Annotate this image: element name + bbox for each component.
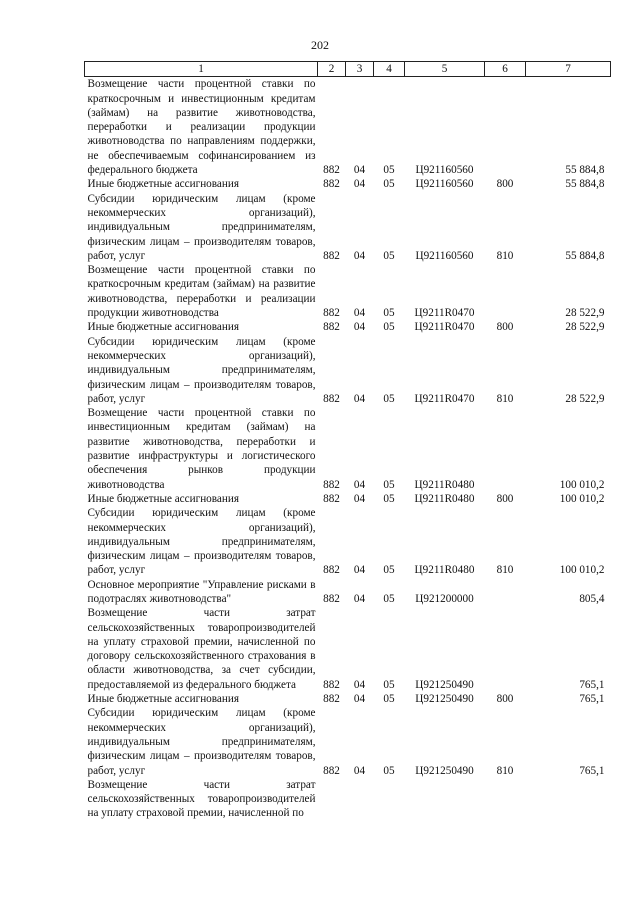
- subsection-code: 05: [383, 392, 395, 405]
- ministry-code: 882: [323, 249, 340, 262]
- column-number-row: [85, 62, 611, 77]
- target-article-code: Ц921250490: [415, 764, 474, 777]
- section-code: 04: [353, 392, 366, 405]
- column-number-header: 3: [346, 62, 374, 77]
- expense-type-code: 800: [496, 492, 514, 505]
- amount: 55 884,8: [565, 178, 605, 191]
- budget-table: [84, 61, 611, 821]
- ministry-code: 882: [323, 492, 340, 505]
- ministry-code: 882: [323, 678, 340, 691]
- ministry-code: 882: [323, 478, 340, 491]
- target-article-code: Ц9211R0480: [414, 492, 475, 505]
- expense-type-code: 800: [496, 693, 514, 706]
- target-article-code: Ц9211R0480: [414, 564, 475, 577]
- ministry-code: 882: [323, 321, 340, 334]
- target-article-code: Ц9211R0470: [414, 307, 475, 320]
- table-row: [85, 706, 611, 777]
- subsection-code: 05: [383, 492, 395, 505]
- amount: 55 884,8: [565, 249, 605, 262]
- section-code: 04: [353, 678, 366, 691]
- expense-type-code: [485, 263, 526, 320]
- expense-type-code: [485, 606, 526, 692]
- row-name: Иные бюджетные ассигнования: [87, 693, 239, 706]
- table-row: [85, 406, 611, 492]
- target-article-code: [405, 778, 485, 821]
- table-row: [85, 335, 611, 406]
- target-article-code: Ц921250490: [415, 693, 474, 706]
- table-row: [85, 320, 611, 334]
- row-name: Возмещение части затрат сельскохозяйственных товаропроизводителей на уплату страховой премии, начисленной по договору сельскохозяйственного страхования в области животноводства, за счет субсидии, предоставляемой из федерального бюджета: [87, 607, 316, 691]
- amount: 765,1: [579, 678, 605, 691]
- expense-type-code: 810: [496, 392, 514, 405]
- section-code: 04: [353, 564, 366, 577]
- column-number-header: 2: [318, 62, 346, 77]
- table-row: [85, 778, 611, 821]
- target-article-code: Ц921200000: [415, 592, 474, 605]
- subsection-code: 05: [383, 178, 395, 191]
- target-article-code: Ц9211R0480: [414, 478, 475, 491]
- section-code: 04: [353, 592, 366, 605]
- column-number-header: 4: [374, 62, 405, 77]
- amount: 28 522,9: [565, 392, 605, 405]
- amount: 765,1: [579, 764, 605, 777]
- amount: 55 884,8: [565, 164, 605, 177]
- column-number-header: 7: [526, 62, 611, 77]
- subsection-code: 05: [383, 592, 395, 605]
- row-name: Возмещение части процентной ставки по инвестиционным кредитам (займам) на развитие животноводства, переработки и развитие инфраструктуры и логистического обеспечения рынков продукции животноводства: [87, 407, 316, 491]
- amount: 100 010,2: [559, 564, 605, 577]
- table-row: [85, 492, 611, 506]
- target-article-code: Ц9211R0470: [414, 392, 475, 405]
- target-article-code: Ц921160560: [415, 178, 474, 191]
- subsection-code: 05: [383, 478, 395, 491]
- section-code: 04: [353, 478, 366, 491]
- table-row: [85, 177, 611, 191]
- section-code: 04: [353, 321, 366, 334]
- ministry-code: [318, 778, 346, 821]
- column-number-header: 6: [485, 62, 526, 77]
- row-name: Иные бюджетные ассигнования: [87, 321, 239, 334]
- amount: 765,1: [579, 693, 605, 706]
- row-name: Субсидии юридическим лицам (кроме некоммерческих организаций), индивидуальным предпринимателям, физическим лицам – производителям товаров, работ, услуг: [87, 507, 316, 577]
- amount: 100 010,2: [559, 492, 605, 505]
- section-code: 04: [353, 764, 366, 777]
- amount: [526, 778, 611, 821]
- amount: 28 522,9: [565, 307, 605, 320]
- subsection-code: 05: [383, 307, 395, 320]
- ministry-code: 882: [323, 392, 340, 405]
- subsection-code: 05: [383, 764, 395, 777]
- ministry-code: 882: [323, 178, 340, 191]
- row-name: Возмещение части процентной ставки по краткосрочным и инвестиционным кредитам (займам) на развитие животноводства, переработки и реализации продукции животноводства по направлениям поддержки, не обеспечиваемым софинансированием из федерального бюджета: [87, 78, 316, 177]
- section-code: 04: [353, 249, 366, 262]
- ministry-code: 882: [323, 307, 340, 320]
- table-row: [85, 263, 611, 320]
- section-code: 04: [353, 164, 366, 177]
- subsection-code: [374, 778, 405, 821]
- expense-type-code: 800: [496, 178, 514, 191]
- row-name: Возмещение части затрат сельскохозяйственных товаропроизводителей на уплату страховой премии, начисленной по: [87, 778, 316, 820]
- amount: 100 010,2: [559, 478, 605, 491]
- table-row: [85, 192, 611, 263]
- section-code: 04: [353, 178, 366, 191]
- row-name: Основное мероприятие "Управление рисками в подотраслях животноводства": [87, 578, 316, 605]
- expense-type-code: 800: [496, 321, 514, 334]
- expense-type-code: [485, 578, 526, 607]
- ministry-code: 882: [323, 564, 340, 577]
- amount: 28 522,9: [565, 321, 605, 334]
- subsection-code: 05: [383, 693, 395, 706]
- ministry-code: 882: [323, 592, 340, 605]
- row-name: Возмещение части процентной ставки по краткосрочным кредитам (займам) на развитие животноводства, переработки и реализации продукции животноводства: [87, 264, 316, 320]
- page-number: 202: [311, 38, 329, 52]
- column-number-header: 5: [405, 62, 485, 77]
- subsection-code: 05: [383, 249, 395, 262]
- expense-type-code: 810: [496, 249, 514, 262]
- section-code: 04: [353, 492, 366, 505]
- section-code: 04: [353, 307, 366, 320]
- ministry-code: 882: [323, 164, 340, 177]
- expense-type-code: [485, 77, 526, 178]
- column-number-header: 1: [85, 62, 318, 77]
- ministry-code: 882: [323, 693, 340, 706]
- target-article-code: Ц9211R0470: [414, 321, 475, 334]
- amount: 805,4: [579, 592, 605, 605]
- row-name: Иные бюджетные ассигнования: [87, 178, 239, 191]
- table-row: [85, 506, 611, 577]
- table-row: [85, 606, 611, 692]
- table-row: [85, 77, 611, 178]
- row-name: Иные бюджетные ассигнования: [87, 492, 239, 505]
- table-row: [85, 578, 611, 607]
- target-article-code: Ц921250490: [415, 678, 474, 691]
- section-code: 04: [353, 693, 366, 706]
- expense-type-code: [485, 406, 526, 492]
- table-row: [85, 692, 611, 706]
- expense-type-code: [485, 778, 526, 821]
- subsection-code: 05: [383, 164, 395, 177]
- expense-type-code: 810: [496, 764, 514, 777]
- section-code: [346, 778, 374, 821]
- subsection-code: 05: [383, 678, 395, 691]
- row-name: Субсидии юридическим лицам (кроме некоммерческих организаций), индивидуальным предпринимателям, физическим лицам – производителям товаров, работ, услуг: [87, 192, 316, 262]
- target-article-code: Ц921160560: [415, 164, 474, 177]
- row-name: Субсидии юридическим лицам (кроме некоммерческих организаций), индивидуальным предпринимателям, физическим лицам – производителям товаров, работ, услуг: [87, 335, 316, 405]
- row-name: Субсидии юридическим лицам (кроме некоммерческих организаций), индивидуальным предпринимателям, физическим лицам – производителям товаров, работ, услуг: [87, 707, 316, 777]
- ministry-code: 882: [323, 764, 340, 777]
- expense-type-code: 810: [496, 564, 514, 577]
- subsection-code: 05: [383, 564, 395, 577]
- subsection-code: 05: [383, 321, 395, 334]
- target-article-code: Ц921160560: [415, 249, 474, 262]
